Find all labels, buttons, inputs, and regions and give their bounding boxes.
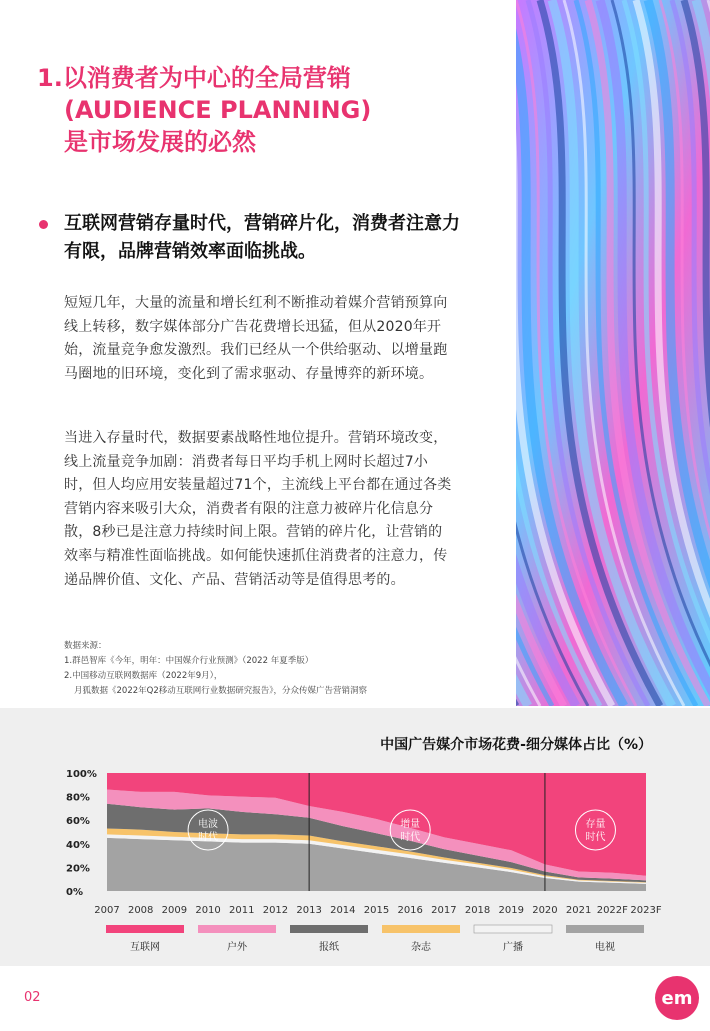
page-title — [37, 62, 371, 158]
x-tick-label: 2007 — [94, 905, 120, 916]
era-label: 增量 — [400, 819, 421, 830]
era-label: 时代 — [585, 832, 606, 843]
media-share-chart — [0, 708, 710, 966]
x-tick-label: 2022F — [596, 905, 628, 916]
paragraph-2: 当进入存量时代，数据要素战略性地位提升。营销环境改变，线上流量竞争加剧：消费者每日平均手机上网时长超过7小时，但人均应用安装量超过71个，主流线上平台都在通过各类营销内容来吸引大众，消费者有限的注意力被碎片化信息分散，8秒已是注意力持续时间上限。营销的碎片化，让营销的效率与精准性面临挑战。如何能快速抓住消费者的注意力，传递品牌价值、文化、产品、营销活动等是值得思考的。 — [64, 430, 452, 588]
source-line-3: 月狐数据《2022年Q2移动互联网行业数据研究报告》，分众传媒广告营销洞察 — [74, 686, 367, 696]
legend-label: 互联网 — [130, 942, 160, 953]
x-tick-label: 2016 — [397, 905, 423, 916]
x-tick-label: 2017 — [431, 905, 457, 916]
y-tick-label: 80% — [66, 792, 90, 804]
era-label: 存量 — [585, 819, 606, 830]
legend-swatch — [106, 925, 184, 933]
chart-title: 中国广告媒介市场花费-细分媒体占比（%） — [380, 737, 652, 753]
x-tick-label: 2013 — [296, 905, 322, 916]
era-label: 时代 — [400, 832, 421, 843]
legend-label: 户外 — [227, 942, 247, 953]
data-sources — [64, 639, 367, 699]
x-tick-label: 2019 — [498, 905, 524, 916]
x-tick-label: 2021 — [565, 905, 592, 916]
x-tick-label: 2008 — [127, 905, 154, 916]
x-tick-label: 2018 — [464, 905, 491, 916]
legend-swatch — [198, 925, 276, 933]
era-label: 电波 — [198, 819, 219, 830]
x-tick-label: 2011 — [229, 905, 255, 916]
source-line-1: 1.群邑智库《今年，明年：中国媒介行业预测》（2022 年夏季版） — [64, 656, 314, 666]
legend-label: 杂志 — [411, 942, 431, 953]
legend-swatch — [566, 925, 644, 933]
x-tick-label: 2009 — [161, 905, 188, 916]
x-tick-label: 2014 — [330, 905, 356, 916]
x-tick-label: 2015 — [363, 905, 390, 916]
sources-heading: 数据来源： — [64, 641, 107, 651]
y-tick-label: 100% — [66, 769, 97, 780]
x-tick-label: 2010 — [195, 905, 221, 916]
title-line-2: (AUDIENCE PLANNING) — [64, 96, 372, 124]
y-tick-label: 20% — [66, 863, 90, 875]
x-tick-label: 2012 — [262, 905, 289, 916]
title-line-3: 是市场发展的必然 — [64, 128, 256, 156]
subheading: 互联网营销存量时代，营销碎片化，消费者注意力有限，品牌营销效率面临挑战。 — [64, 213, 460, 262]
era-label: 时代 — [198, 832, 219, 843]
legend-label: 报纸 — [319, 942, 339, 953]
chart-panel — [0, 708, 710, 966]
legend-label: 电视 — [595, 942, 615, 953]
bullet-dot — [39, 220, 48, 229]
brand-logo: em — [655, 976, 699, 1020]
source-line-2: 2.中国移动互联网数据库（2022年9月）， — [64, 671, 223, 681]
legend-swatch — [474, 925, 552, 933]
y-tick-label: 40% — [66, 839, 90, 851]
legend-swatch — [382, 925, 460, 933]
y-tick-label: 60% — [66, 816, 90, 828]
legend-label: 广播 — [503, 942, 523, 953]
paragraph-1: 短短几年，大量的流量和增长红利不断推动着媒介营销预算向线上转移，数字媒体部分广告花费增长迅猛，但从2020年开始，流量竞争愈发激烈。我们已经从一个供给驱动、以增量跑马圈地的旧环境，变化到了需求驱动、存量博弈的新环境。 — [64, 295, 448, 382]
decorative-image — [516, 0, 710, 706]
page-number: 02 — [24, 990, 41, 1005]
title-line-1: 1.以消费者为中心的全局营销 — [37, 64, 351, 92]
x-tick-label: 2020 — [532, 905, 558, 916]
y-tick-label: 0% — [66, 887, 83, 898]
legend-swatch — [290, 925, 368, 933]
x-tick-label: 2023F — [630, 905, 662, 916]
